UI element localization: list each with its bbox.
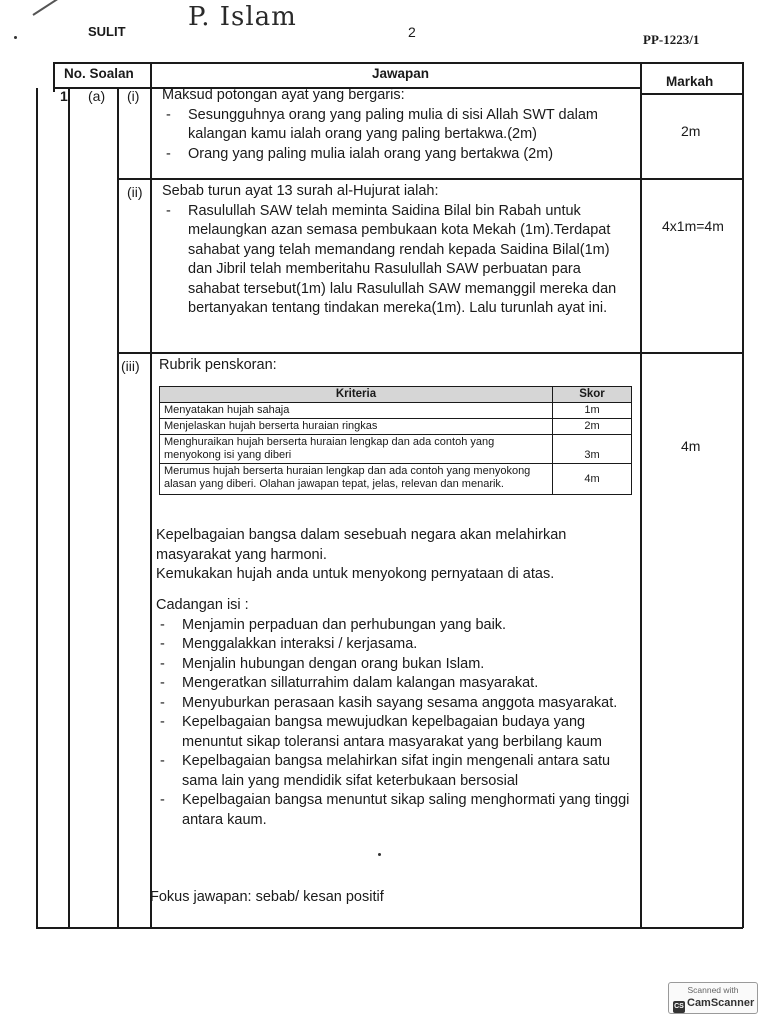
question-instruction-line: Kemukakan hujah anda untuk menyokong pernyataan di atas. <box>156 566 555 582</box>
rubric-kriteria: Menyatakan hujah sahaja <box>160 403 553 419</box>
row-divider-1 <box>117 178 742 180</box>
camscanner-name: CamScanner <box>687 997 755 1009</box>
rubric-kriteria: Merumus hujah berserta huraian lengkap dan ada contoh yang menyokong alasan yang diberi. Olahan jawapan tepat, jelas, relevan dan menarik. <box>160 464 553 495</box>
camscanner-badge <box>668 982 758 1014</box>
row-divider-2 <box>117 352 742 354</box>
table-border-left-top <box>53 62 55 92</box>
answer-i-points <box>162 106 634 165</box>
cadangan-item: - Menjamin perpaduan dan perhubungan yang baik. <box>156 616 632 636</box>
rubric-skor: 2m <box>553 419 632 435</box>
cadangan-item: - Menyuburkan perasaan kasih sayang sesama anggota masyarakat. <box>156 694 632 714</box>
question-number: 1 <box>60 88 68 104</box>
question-part: (a) <box>88 88 106 104</box>
table-border-top <box>53 62 742 64</box>
mark-i: 2m <box>681 123 701 139</box>
pen-stroke-mark <box>32 0 60 16</box>
table-border-left <box>36 88 38 928</box>
sub-question-ii: (ii) <box>127 184 143 200</box>
markah-header-divider <box>640 93 742 95</box>
mark-iii: 4m <box>681 438 701 454</box>
rubric-header-kriteria: Kriteria <box>160 387 553 403</box>
answer-iii-intro: Rubrik penskoran: <box>159 357 277 373</box>
col-divider-2 <box>117 88 119 928</box>
camscanner-brand <box>673 997 754 1013</box>
speck <box>14 36 17 39</box>
cadangan-item: - Mengeratkan sillaturrahim dalam kalangan masyarakat. <box>156 674 632 694</box>
sulit-label: SULIT <box>88 24 126 39</box>
rubric-header-row <box>160 387 632 403</box>
camscanner-logo-icon: CS <box>673 1001 685 1013</box>
answer-ii-intro: Sebab turun ayat 13 surah al-Hujurat ialah: <box>162 183 439 199</box>
mark-ii: 4x1m=4m <box>662 218 724 234</box>
header-markah: Markah <box>666 74 714 89</box>
answer-i-point: - Orang yang paling mulia ialah orang yang bertakwa (2m) <box>162 145 634 165</box>
speck <box>378 853 381 856</box>
question-statement <box>156 526 626 585</box>
cadangan-item: - Kepelbagaian bangsa melahirkan sifat ingin mengenali antara satu sama lain yang mendidik sifat keterbukaan bersosial <box>156 752 632 791</box>
rubric-kriteria: Menjelaskan hujah berserta huraian ringkas <box>160 419 553 435</box>
cadangan-title: Cadangan isi : <box>156 597 249 613</box>
header-no-soalan: No. Soalan <box>64 66 134 81</box>
col-divider-1 <box>68 88 70 928</box>
answer-i-intro: Maksud potongan ayat yang bergaris: <box>162 87 405 103</box>
sub-question-i: (i) <box>127 88 140 104</box>
col-divider-3 <box>150 62 152 928</box>
answer-ii-points <box>162 202 636 319</box>
cadangan-list <box>156 616 632 831</box>
question-statement-line: Kepelbagaian bangsa dalam sesebuah negara akan melahirkan masyarakat yang harmoni. <box>156 527 567 563</box>
cadangan-isi <box>156 596 632 830</box>
paper-code: PP-1223/1 <box>643 32 700 47</box>
scanned-with-label: Scanned with <box>687 985 739 995</box>
sub-question-iii: (iii) <box>121 358 140 374</box>
cadangan-item: - Kepelbagaian bangsa menuntut sikap saling menghormati yang tinggi antara kaum. <box>156 791 632 830</box>
rubric-skor: 3m <box>553 435 632 464</box>
rubric-header-skor: Skor <box>553 387 632 403</box>
page-number: 2 <box>408 24 416 40</box>
rubric-kriteria: Menghuraikan hujah berserta huraian lengkap dan ada contoh yang menyokong isi yang diberi <box>160 435 553 464</box>
table-border-bottom <box>36 927 743 929</box>
rubric-row <box>160 419 632 435</box>
rubric-skor: 4m <box>553 464 632 495</box>
answer-i-point: - Sesungguhnya orang yang paling mulia di sisi Allah SWT dalam kalangan kamu ialah orang yang paling bertakwa.(2m) <box>162 106 634 145</box>
col-divider-4 <box>640 62 642 928</box>
answer-ii-point: - Rasulullah SAW telah meminta Saidina Bilal bin Rabah untuk melaungkan azan semasa pembukaan kota Mekah (1m).Terdapat sahabat yang telah memandang rendah kepada Saidina Bilal(1m) dan Jibril telah memberitahu Rasulullah SAW perbuatan para sahabat tersebut(1m) lalu Rasulullah SAW memanggil mereka dan bertanyakan tentang tindakan mereka(1m). Lalu turunlah ayat ini. <box>162 202 636 319</box>
rubric-row <box>160 435 632 464</box>
rubric-skor: 1m <box>553 403 632 419</box>
rubric-row <box>160 403 632 419</box>
header-jawapan: Jawapan <box>372 66 430 81</box>
handwritten-subject: P. Islam <box>188 2 297 32</box>
answer-i <box>162 86 634 164</box>
answer-ii <box>162 182 636 319</box>
cadangan-item: - Menjalin hubungan dengan orang bukan Islam. <box>156 655 632 675</box>
fokus-jawapan: Fokus jawapan: sebab/ kesan positif <box>150 889 384 905</box>
rubric-table <box>159 386 632 495</box>
table-border-right <box>742 62 744 928</box>
cadangan-item: - Kepelbagaian bangsa mewujudkan kepelbagaian budaya yang menuntut sikap toleransi antara masyarakat yang berbilang kaum <box>156 713 632 752</box>
rubric-row <box>160 464 632 495</box>
cadangan-item: - Menggalakkan interaksi / kerjasama. <box>156 635 632 655</box>
